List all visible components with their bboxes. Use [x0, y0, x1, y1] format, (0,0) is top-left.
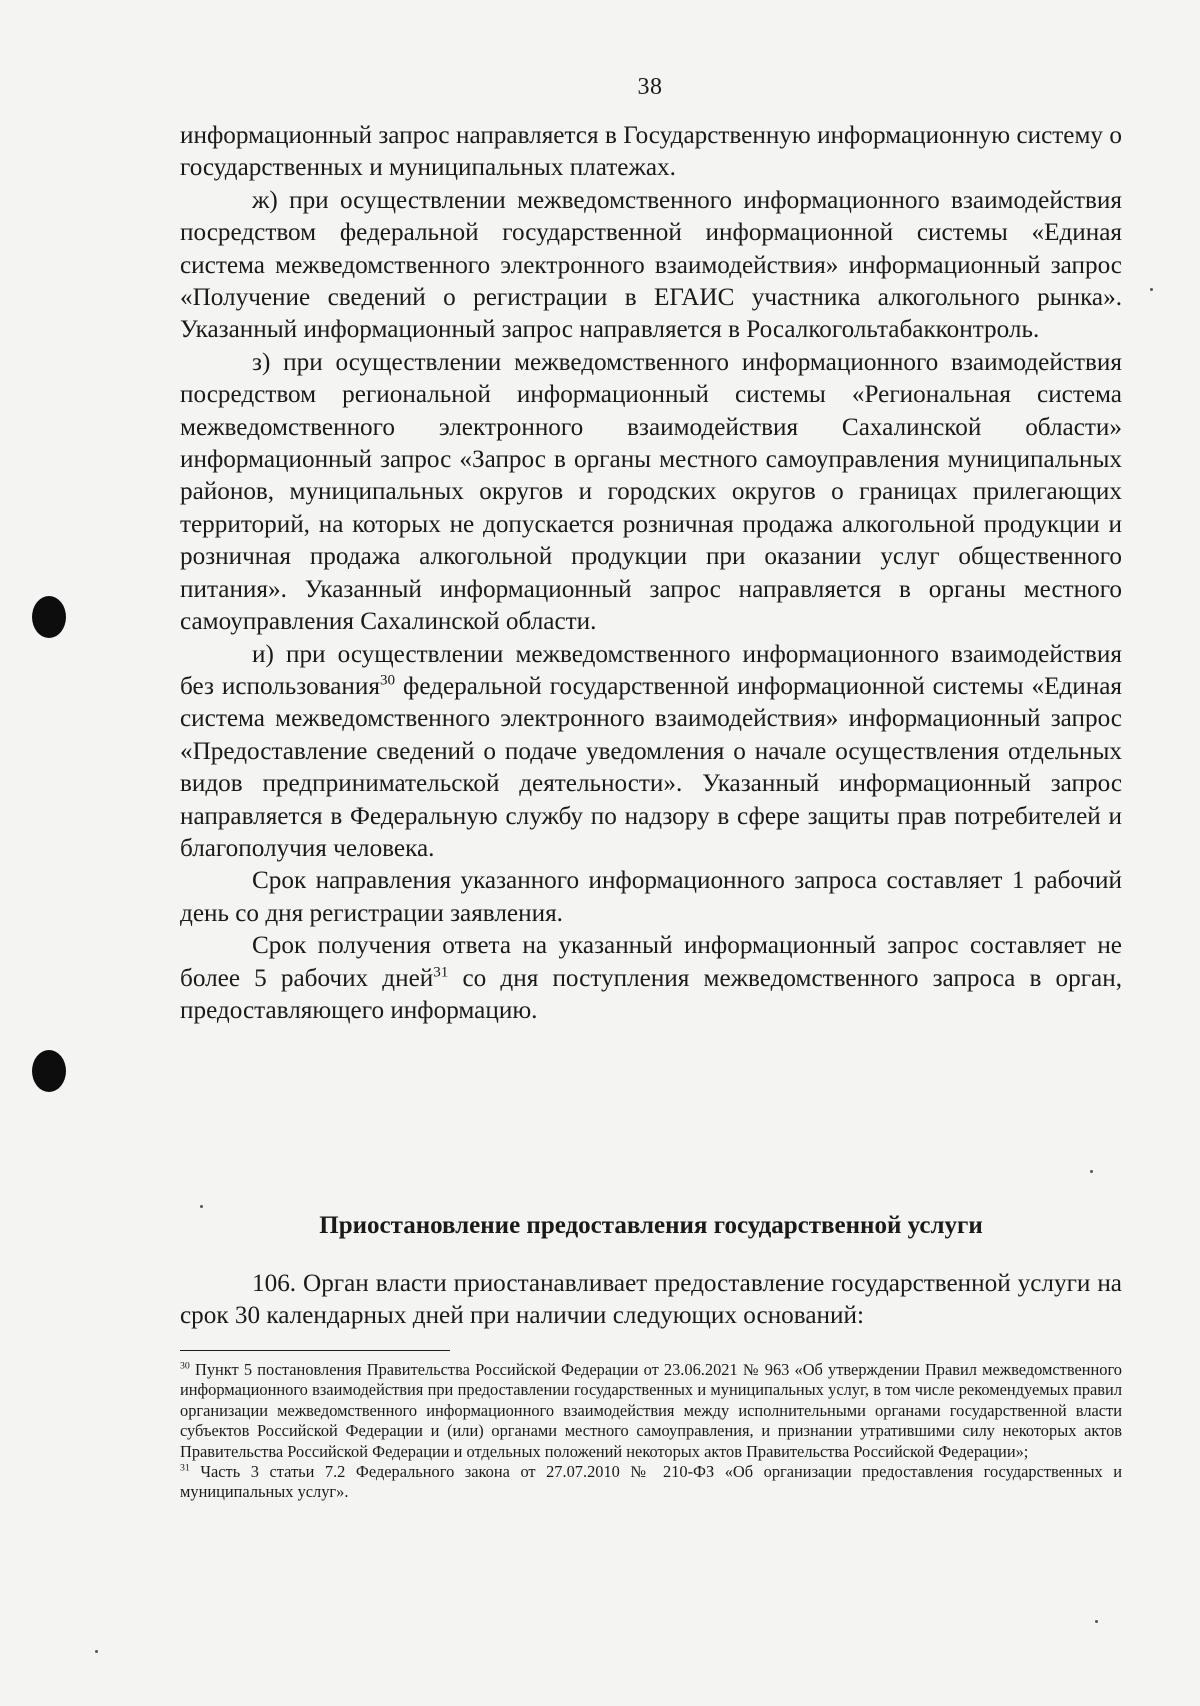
scan-speck — [1095, 1620, 1098, 1623]
paragraph-answer — [180, 930, 1122, 1027]
footnote-ref-30[interactable]: 30 — [379, 672, 396, 689]
section-heading: Приостановление предоставления государственной услуги — [319, 1212, 983, 1239]
paragraph-i-text-end: федеральной государственной информационной системы «Единая система межведомственного электронного взаимодействия» информационный запрос «Предоставление сведений о подаче уведомления о начале осуществления отдельных видов предпринимательской деятельности». Указанный информационный запрос направляется в Федеральную службу по надзору в сфере защиты прав потребителей и благополучия человека. — [180, 672, 1122, 862]
footnotes — [180, 1360, 1122, 1503]
punch-hole — [32, 596, 66, 638]
paragraph-answer-text-end: со дня поступления межведомственного запроса в орган, предоставляющего информацию. — [180, 964, 1122, 1024]
section-106 — [180, 1268, 1122, 1333]
paragraph-term: Срок направления указанного информационного запроса составляет 1 рабочий день со дня регистрации заявления. — [180, 867, 1122, 927]
scan-speck — [95, 1650, 98, 1653]
punch-hole — [32, 1050, 66, 1092]
footnote-number: 30 — [180, 1360, 190, 1372]
footnote-text: Часть 3 статьи 7.2 Федерального закона от 27.07.2010 № 210-ФЗ «Об организации предоставления государственных и муниципальных услуг». — [180, 1462, 1122, 1502]
page-number: 38 — [637, 74, 663, 100]
footnote-31 — [180, 1462, 1122, 1503]
paragraph-zh: ж) при осуществлении межведомственного информационного взаимодействия посредством федеральной государственной информационной системы «Единая система межведомственного электронного взаимодействия» информационный запрос «Получение сведений о регистрации в ЕГАИС участника алкогольного рынка». Указанный информационный запрос направляется в Росалкогольтабакконтроль. — [180, 186, 1122, 344]
footnote-30 — [180, 1360, 1122, 1462]
paragraph-answer-text-start: Срок получения ответа на указанный информационный запрос составляет не более 5 рабочих дней — [180, 932, 1122, 992]
scan-speck — [200, 1205, 203, 1208]
footnote-ref-31[interactable]: 31 — [433, 964, 449, 981]
footnote-number: 31 — [180, 1462, 190, 1474]
body-text — [180, 120, 1122, 1027]
paragraph-z: з) при осуществлении межведомственного информационного взаимодействия посредством региональной информационный системы «Региональная система межведомственного электронного взаимодействия Сахалинской области» информационный запрос «Запрос в органы местного самоуправления муниципальных районов, муниципальных округов и городских округов о границах прилегающих территорий, на которых не допускается розничная продажа алкогольной продукции и розничная продажа алкогольной продукции при оказании услуг общественного питания». Указанный информационный запрос направляется в органы местного самоуправления Сахалинской области. — [180, 348, 1122, 636]
paragraph-i-text-start: и) при осуществлении межведомственного информационного взаимодействия без использования — [180, 640, 1122, 700]
scan-speck — [1150, 288, 1153, 291]
paragraph-continuation: информационный запрос направляется в Государственную информационную систему о государственных и муниципальных платежах. — [180, 122, 1122, 182]
paragraph-106: 106. Орган власти приостанавливает предоставление государственной услуги на срок 30 календарных дней при наличии следующих оснований: — [180, 1270, 1122, 1330]
paragraph-i — [180, 639, 1122, 866]
scan-speck — [1090, 1170, 1093, 1173]
footnote-text: Пункт 5 постановления Правительства Российской Федерации от 23.06.2021 № 963 «Об утверждении Правил межведомственного информационного взаимодействия при предоставлении государственных и муниципальных услуг, в том числе рекомендуемых правил организации межведомственного информационного взаимодействия между исполнительными органами государственной власти субъектов Российской Федерации и (или) органами местного самоуправления, и признании утратившими силу некоторых актов Правительства Российской Федерации и отдельных положений некоторых актов Правительства Российской Федерации»; — [180, 1360, 1122, 1461]
footnote-divider — [180, 1350, 450, 1351]
